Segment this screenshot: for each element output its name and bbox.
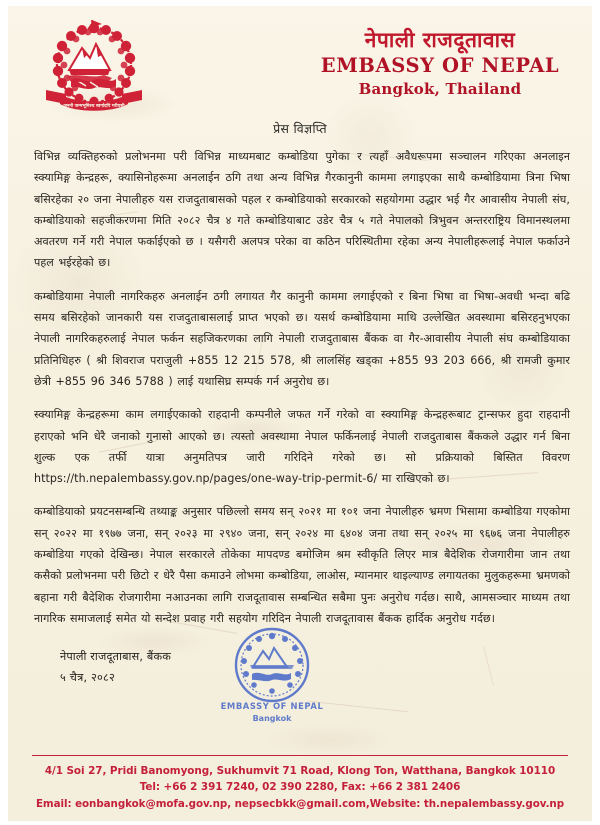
emblem-of-nepal-icon: [38, 18, 150, 122]
embassy-round-stamp-icon: [213, 621, 331, 733]
body-paragraph-4: कम्बोडियाको प्रयटनसम्बन्धि तथ्याङ्क अनुसार पछिल्लो समय सन् २०२१ मा १०१ जना नेपालीहरु भ्रमण भिसामा कम्बोडिया गएकोमा सन् २०२२ मा १९७७ जना, सन् २०२३ मा २९४० जना, सन् २०२४ मा ६४०४ जना तथा सन् २०२५ मा ९६७६ जना नेपालीहरु कम्बोडिया गएको देखिन्छ। नेपाल सरकारले तोकेका मापदण्ड बमोजिम श्रम स्वीकृति लिएर मात्र बैदेशिक रोजगारीमा जान तथा कसैको प्रलोभनमा परी छिटो र धेरै पैसा कमाउने लोभमा कम्बोडिया, लाओस, म्यानमार थाइल्याण्ड लगायतका मुलुकहरूमा भ्रमणको बहाना गरी बैदेशिक रोजगारीमा नआउनका लागि राजदूतावास सम्बन्धित सबैमा पुनः अनुरोध गर्दछ। साथै, आमसञ्चार माध्यम तथा नागरिक समाजलाई समेत यो सन्देश प्रवाह गरी सहयोग गरिदिन नेपाली राजदूतावास बैंकक हार्दिक अनुरोध गर्दछ।: [34, 505, 570, 625]
footer-contact: Email: eonbangkok@mofa.gov.np, nepsecbkk@gmail.com,Website: th.nepalembassy.gov.np: [35, 798, 565, 811]
footer-phone: Tel: +66 2 391 7240, 02 390 2280, Fax: +66 2 381 2406: [139, 781, 461, 794]
footer-address: 4/1 Soi 27, Pridi Banomyong, Sukhumvit 71 Road, Klong Ton, Watthana, Bangkok 10110: [44, 764, 556, 777]
footer-divider: [32, 755, 568, 756]
embassy-name-english: EMBASSY OF NEPAL: [320, 54, 560, 78]
letterhead-footer: [8, 755, 592, 813]
paper-sheet: [8, 6, 592, 821]
letterhead: [8, 6, 592, 118]
letter-body: [8, 146, 592, 629]
body-paragraph-2: कम्बोडियामा नेपाली नागरिकहरु अनलाईन ठगी लगायत गैर कानुनी काममा लगाईएको र बिना भिषा वा भिषा-अवधी भन्दा बढि समय बसिरहेको जानकारी यस राजदुताबासलाई प्राप्त भएको छ। यसर्थ कम्बोडियामा माथि उल्लेखित अवस्थामा बसिरहनुभएका नेपाली नागरिकहरुलाई नेपाल फर्कन सहजिकरणका लागि नेपाली राजदुताबास बैंकक वा गैर-आवासीय नेपाली संघ कम्बोडियाका प्रतिनिधिहरु ( श्री शिवराज पराजुली +855 12 215 578, श्री लालसिंह खड्का +855 93 203 666, श्री रामजी कुमार छेत्री +855 96 346 5788 ) लाई यथासिघ्र सम्पर्क गर्न अनुरोध छ।: [34, 289, 570, 388]
svg-text:Bangkok: Bangkok: [252, 714, 292, 724]
signature-block: [8, 647, 592, 733]
embassy-name-nepali: नेपाली राजदूतावास: [364, 28, 516, 52]
svg-text:EMBASSY OF NEPAL: EMBASSY OF NEPAL: [220, 701, 324, 712]
signature-office: नेपाली राजदूताबास, बैंकक: [60, 650, 172, 664]
svg-text:जननी जन्मभूमिश्च स्वर्गादपि गर: जननी जन्मभूमिश्च स्वर्गादपि गरीयसी: [63, 104, 125, 109]
embassy-name-block: [310, 28, 570, 98]
body-paragraph-1: विभिन्न व्यक्तिहरुको प्रलोभनमा परी विभिन्न माध्यमबाट कम्बोडिया पुगेका र त्यहाँ अवैधरूपमा सञ्चालन गरिएका अनलाइन स्क्यामिङ्ग केन्द्रहरू, क्यासिनोहरूमा अनलाईन ठगि तथा अन्य विभिन्न गैरकानुनी काममा लगाइएका साथै कम्बोडियामा त्रिना भिषा बसिरहेका २० जना नेपालीहरु यस राजदुताबासको पहल र कम्बोडियाको सरकारको सहयोगमा उद्धार भई गैर आवासीय नेपाली संघ, कम्बोडियाको सहजीकरणमा मिति २०८२ चैत्र ४ गते कम्बोडियाबाट उडेर चैत्र ५ गते नेपालको त्रिभुवन अन्तरराष्ट्रिय विमानस्थलमा अवतरण गर्ने गरी नेपाल फर्काईएको छ । यसैगरी अलपत्र परेका वा कठिन परिस्थितीमा रहेका अन्य नेपालीहरूलाई नेपाल फर्काउने पहल भईरहेको छ।: [34, 150, 570, 270]
body-paragraph-3: स्क्यामिङ्ग केन्द्रहरूमा काम लगाईएकाको राहदानी कम्पनीले जफत गर्ने गरेको वा स्क्यामिङ्ग केन्द्रहरूबाट ट्रान्सफर हुदा राहदानी हराएको भनि धेरै जनाको गुनासो आएको छ। त्यस्तो अवस्थामा नेपाल फर्किनलाई नेपाली राजदुताबास बैंककले उद्धार गर्न बिना शुल्क एक तर्फी यात्रा अनुमतिपत्र जारी गरिदिने गरेको छ। सो प्रक्रियाको बिस्तित विवरण https://th.nepalembassy.gov.np/pages/one-way-trip-permit-6/ मा राखिएको छ।: [34, 408, 570, 486]
press-release-title: प्रेस विज्ञप्ति: [273, 121, 327, 136]
embassy-location: Bangkok, Thailand: [358, 80, 522, 99]
signature-date: ५ चैत्र, २०८२: [60, 670, 116, 684]
